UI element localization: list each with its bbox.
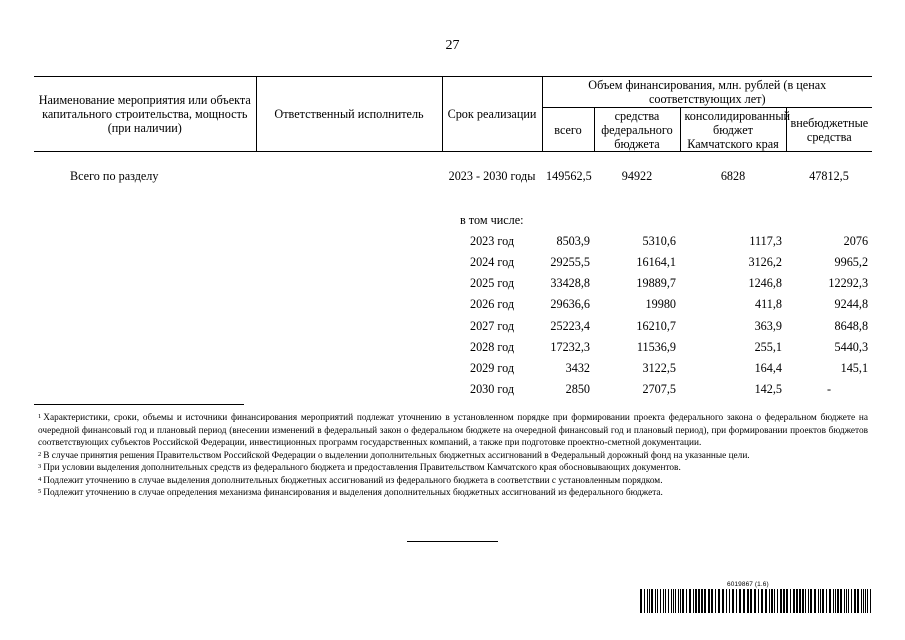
year-row [34,251,872,272]
year-row-federal: 3122,5 [642,360,676,375]
year-row-regional: 3126,2 [748,254,782,269]
footnote [38,462,868,475]
year-row-year: 2027 год [469,318,515,333]
header-financing-group: Объем финансирования, млн. рублей (в ценах соответствующих лет) [542,77,872,108]
year-row-extra: 12292,3 [828,276,869,291]
year-row [34,379,872,400]
year-row-year: 2029 год [469,360,515,375]
footnote [38,412,868,450]
year-row-regional: 1117,3 [749,233,782,248]
barcode [640,589,872,613]
year-row-regional: 164,4 [754,360,782,375]
year-row-extra: 145,1 [840,360,869,375]
footnote-text: Подлежит уточнению в случае выделения дополнительных бюджетных ассигнований из федерального бюджета в соответствии с установленным порядком. [43,475,663,486]
footnote-mark: 3 [38,463,42,470]
year-row-total: 25223,4 [550,318,590,333]
year-row-regional: 411,8 [755,297,782,312]
header-federal: средства федерального бюджета [594,108,680,152]
footnote-mark: 4 [38,475,42,483]
year-row-regional: 363,9 [754,318,782,333]
total-row-name: Всего по разделу [70,169,159,183]
total-row [34,152,872,210]
footnote-mark: 2 [38,450,42,458]
year-row-year: 2025 год [469,276,515,291]
including-label: в том числе: [460,212,524,227]
year-row [34,294,872,315]
year-row-extra: 2076 [843,233,869,248]
year-row [34,230,872,251]
total-row-federal: 94922 [621,169,653,183]
year-row-regional: 142,5 [754,382,782,397]
footnotes [38,412,868,500]
year-row-total: 33428,8 [550,276,590,291]
header-period: Срок реализации [442,77,542,152]
year-row-year: 2030 год [469,382,515,397]
year-row-total: 3432 [565,360,590,375]
total-row-total: 149562,5 [546,169,592,183]
total-row-regional: 6828 [720,169,746,183]
header-total: всего [542,108,594,152]
year-row-extra: 9965,2 [834,254,869,269]
year-row-extra: - [826,382,832,397]
footnote-text: При условии выделения дополнительных средств из федерального бюджета и предоставления Правительством Камчатского края обосновывающих документов. [43,463,681,473]
year-row-extra: 9244,8 [834,297,869,312]
financing-table [34,76,872,400]
year-row-federal: 11536,9 [636,339,676,354]
year-row-year: 2028 год [469,339,515,354]
year-row-total: 2850 [565,382,590,397]
year-row-federal: 5310,6 [642,233,676,248]
year-row [34,315,872,336]
footnote-mark: 1 [38,413,42,420]
year-row-federal: 16164,1 [636,254,676,269]
year-row-federal: 19980 [645,297,676,312]
year-row-year: 2026 год [469,297,515,312]
year-row-total: 17232,3 [550,339,590,354]
year-row-regional: 255,1 [754,339,782,354]
footnote-mark: 5 [38,488,42,495]
end-rule [407,541,498,542]
total-row-period: 2023 - 2030 годы [448,169,536,183]
page-number: 27 [445,38,460,53]
header-name: Наименование мероприятия или объекта капитального строительства, мощность (при наличии) [34,77,256,152]
year-row-year: 2024 год [469,254,515,269]
footnote-text: В случае принятия решения Правительством Российской Федерации о выделении дополнительных бюджетных ассигнований в Федеральный дорожный фонд на указанные цели. [43,450,750,461]
year-row [34,273,872,294]
year-row-federal: 19889,7 [636,276,676,291]
header-extra: внебюджетные средства [786,108,872,152]
footnote-text: Подлежит уточнению в случае определения механизма финансирования и выделения дополнительных бюджетных ассигнований из федерального бюджета. [43,488,663,498]
year-row-year: 2023 год [469,233,515,248]
year-row-total: 29636,6 [550,297,590,312]
year-row-total: 29255,5 [550,254,590,269]
year-row-federal: 16210,7 [636,318,676,333]
including-row [34,209,872,230]
document-code: 6019867 (1.6) [727,581,769,588]
total-row-extra: 47812,5 [809,169,849,183]
year-row-total: 8503,9 [556,233,590,248]
footnote [38,450,868,463]
footnote [38,475,868,488]
footnote-separator [34,404,244,405]
footnote [38,487,868,500]
year-row-extra: 5440,3 [834,339,869,354]
total-row-executor [256,152,442,210]
year-row-regional: 1246,8 [748,276,782,291]
year-row-extra: 8648,8 [834,318,869,333]
year-row [34,336,872,357]
header-executor: Ответственный исполнитель [256,77,442,152]
year-row-federal: 2707,5 [642,382,676,397]
year-row [34,357,872,378]
footnote-text: Характеристики, сроки, объемы и источники финансирования мероприятий подлежат уточнению в установленном порядке при формировании проекта федерального закона о федеральном бюджете на очередной финансовый год и плановый период (внесении изменений в федеральный закон о федеральном бюджете на очередной финансовый год и плановый период), при формировании проектов бюджетов соответствующих субъектов Российской Федерации, инвестиционных программ государственных компаний, а также при подготовке проектно-сметной документации. [38,413,868,448]
header-regional: консолидированный бюджет Камчатского края [680,108,786,152]
